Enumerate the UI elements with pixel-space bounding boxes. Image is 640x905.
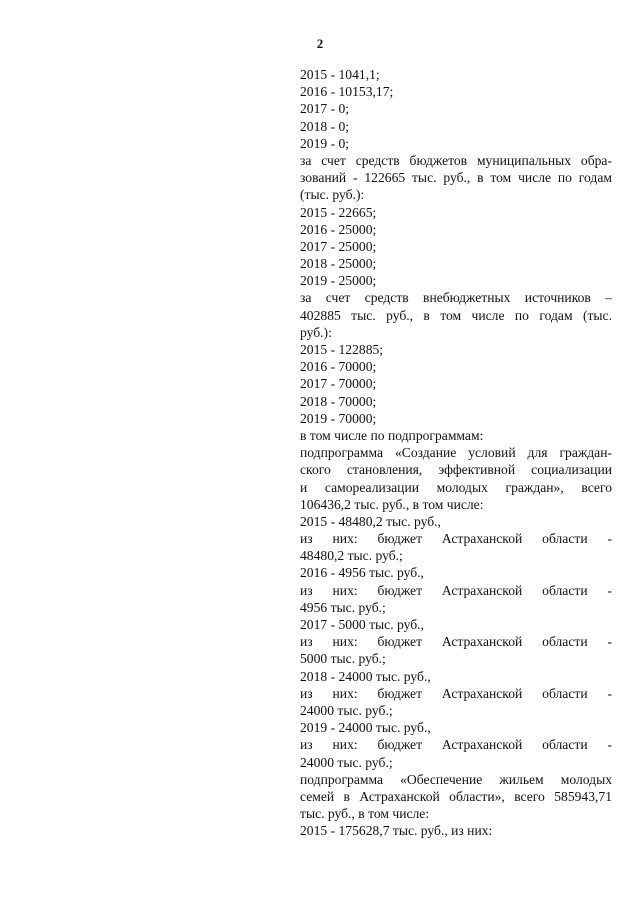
text-line: 2015 - 1041,1; <box>300 67 380 82</box>
text-line: из них: бюджет Астраханской области - <box>300 634 612 650</box>
text-line: из них: бюджет Астраханской области - <box>300 531 612 547</box>
text-line: подпрограмма «Создание условий для граждан- <box>300 445 612 461</box>
text-line: 2019 - 24000 тыс. руб., <box>300 720 431 736</box>
text-line: руб.): <box>300 324 332 340</box>
text-line: 2018 - 70000; <box>300 393 377 409</box>
text-line: 2016 - 4956 тыс. руб., <box>300 565 424 581</box>
text-line: за счет средств бюджетов муниципальных обра- <box>300 152 612 168</box>
text-line: 2015 - 22665; <box>300 204 377 220</box>
text-line: 2019 - 25000; <box>300 273 377 289</box>
text-line: 2015 - 48480,2 тыс. руб., <box>300 513 441 529</box>
document-body <box>300 66 612 839</box>
text-line: (тыс. руб.): <box>300 187 365 203</box>
text-line: ского становления, эффективной социализации <box>300 462 612 478</box>
text-line: из них: бюджет Астраханской области - <box>300 582 612 598</box>
text-line: 402885 тыс. руб., в том числе по годам (тыс. <box>300 307 612 323</box>
text-line: 2017 - 25000; <box>300 238 377 254</box>
text-line: 2016 - 10153,17; <box>300 84 394 100</box>
text-line: 2018 - 25000; <box>300 256 377 272</box>
text-line: 2017 - 0; <box>300 101 350 117</box>
text-line: тыс. руб., в том числе: <box>300 806 430 822</box>
text-line: подпрограмма «Обеспечение жильем молодых <box>300 771 612 787</box>
text-line: 24000 тыс. руб.; <box>300 702 393 718</box>
text-line: 24000 тыс. руб.; <box>300 754 393 770</box>
text-line: 2016 - 25000; <box>300 221 377 237</box>
text-line: 2016 - 70000; <box>300 359 377 375</box>
page-number: 2 <box>316 36 324 51</box>
text-line: семей в Астраханской области», всего 585943,71 <box>300 788 612 804</box>
text-line: 2018 - 24000 тыс. руб., <box>300 668 431 684</box>
text-line: в том числе по подпрограммам: <box>300 427 484 443</box>
text-line: 2018 - 0; <box>300 118 350 134</box>
text-line: и самореализации молодых граждан», всего <box>300 479 612 495</box>
text-line: 2017 - 70000; <box>300 376 377 392</box>
text-line: 2019 - 70000; <box>300 410 377 426</box>
text-line: 106436,2 тыс. руб., в том числе: <box>300 496 484 512</box>
text-line: 2015 - 175628,7 тыс. руб., из них: <box>300 823 493 839</box>
text-line: 2015 - 122885; <box>300 342 384 357</box>
text-line: зований - 122665 тыс. руб., в том числе по годам <box>300 170 612 186</box>
text-line: за счет средств внебюджетных источников – <box>300 290 612 306</box>
text-line: 4956 тыс. руб.; <box>300 599 386 615</box>
text-line: из них: бюджет Астраханской области - <box>300 737 612 753</box>
text-line: из них: бюджет Астраханской области - <box>300 685 612 701</box>
text-line: 48480,2 тыс. руб.; <box>300 548 403 564</box>
text-line: 2019 - 0; <box>300 135 350 151</box>
text-line: 2017 - 5000 тыс. руб., <box>300 617 424 632</box>
text-line: 5000 тыс. руб.; <box>300 651 386 667</box>
